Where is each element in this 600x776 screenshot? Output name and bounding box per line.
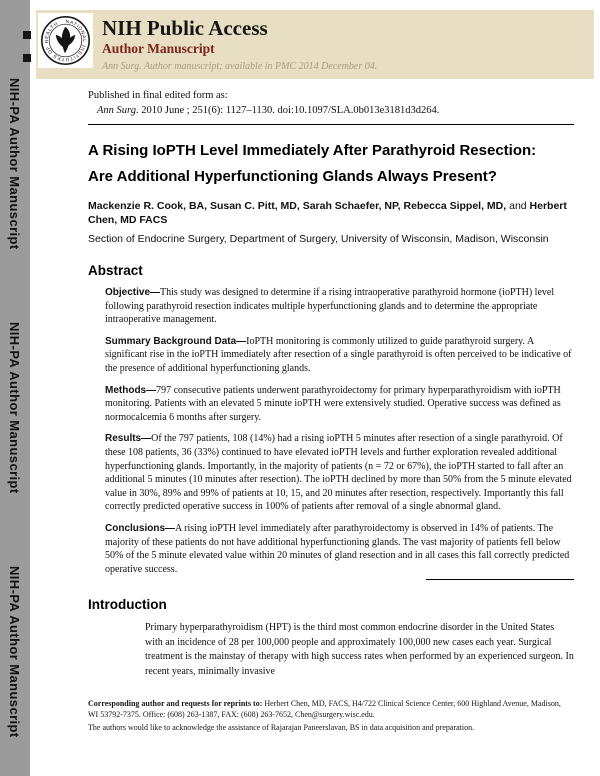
- introduction-paragraph: Primary hyperparathyroidism (HPT) is the third most common endocrine disorder in the United States with an incidence of 28 per 100,000 people and approximately 100,000 new cases each year. Surgical treatment is the mainstay of therapy with high success rates when performed by an experienced surgeon. In recent years, minimally invasive: [145, 622, 574, 677]
- abstract-summary-label: Summary Background Data—: [105, 335, 247, 347]
- watermark-text: NIH-PA Author Manuscript: [7, 78, 22, 250]
- article-title: [88, 138, 574, 190]
- journal-name: Ann Surg: [97, 105, 136, 116]
- banner-citation: Ann Surg. Author manuscript; available in PMC 2014 December 04.: [102, 61, 378, 72]
- article-title-line1: A Rising IoPTH Level Immediately After Parathyroid Resection:: [88, 142, 537, 159]
- watermark-text: NIH-PA Author Manuscript: [7, 322, 22, 494]
- citation-details: . 2010 June ; 251(6): 1127–1130. doi:10.1097/SLA.0b013e3181d3d264.: [136, 105, 440, 116]
- nih-seal-ring-text: NATIONAL INSTITUTES OF HEALTH: [43, 18, 88, 63]
- banner-subtitle: Author Manuscript: [102, 41, 215, 56]
- page-content: [36, 10, 594, 734]
- nih-banner: [36, 10, 594, 79]
- abstract-objective-label: Objective—: [105, 287, 161, 298]
- published-label: Published in final edited form as:: [88, 90, 228, 101]
- abstract-results: Results—Of the 797 patients, 108 (14%) had a rising ioPTH 5 minutes after resection of a single parathyroid. Of these 108 patients, 36 (33%) continued to have elevated ioPTH levels and further exploration revealed additional hyperfunctioning glands. Importantly, in the majority of patients (n = 72 or 67%), the ioPTH started to fall after an additional 5 minutes (10 minutes after resection). The ioPTH declined by more than 50% from the 5 minute elevated value in 30%, 89% and 99% of patients at 10, 15, and 20 minutes after resection, respectively. Importantly this fall correctly predicted operative success in 100% of patients after removal of a single abnormal gland.: [105, 433, 572, 513]
- banner-title: NIH Public Access: [102, 16, 268, 40]
- nih-seal-icon: [40, 15, 91, 66]
- abstract-methods-label: Methods—: [105, 384, 157, 396]
- abstract-summary-background: Summary Background Data—IoPTH monitoring is commonly utilized to guide parathyroid surgery. A significant rise in the ioPTH immediately after resection of a single parathyroid is often perceived to be indicative of the presence of additional hyperfunctioning glands.: [105, 335, 572, 374]
- abstract-conclusions-label: Conclusions—: [105, 522, 176, 534]
- abstract-conclusions: Conclusions—A rising ioPTH level immediately after parathyroidectomy is observed in 14% of patients. The majority of these patients do not have additional hyperfunctioning glands. The vast majority of patients fell below 50% of the 5 minute elevated value within 20 minutes of gland resection and in all cases this fall correctly predicted operative success.: [105, 522, 570, 575]
- corresponding-author-note: Corresponding author and requests for reprints to: Herbert Chen, MD, FACS, H4/722 Clinical Science Center, 600 Highland Avenue, Madison, WI 53792-7375. Office: (608) 263-1387, FAX: (608) 263-7652, Chen@surgery.wisc.edu.: [88, 699, 561, 719]
- watermark-sidebar: [0, 0, 30, 776]
- acknowledgement-note: The authors would like to acknowledge the assistance of Rajarajan Paneerslavan, BS in data acquisition and preparation.: [88, 723, 475, 733]
- page-footnotes: [88, 699, 572, 734]
- introduction-heading: Introduction: [88, 597, 167, 613]
- abstract-methods: Methods—797 consecutive patients underwent parathyroidectomy for primary hyperparathyroidism with ioPTH monitoring. Patients with an elevated 5 minute ioPTH were extensively studied. Operative success was defined as normocalcemia 6 months after surgery.: [105, 384, 561, 423]
- nih-logo-box: [38, 13, 93, 68]
- watermark-text: NIH-PA Author Manuscript: [7, 566, 22, 738]
- article-title-line2: Are Additional Hyperfunctioning Glands Always Present?: [88, 168, 497, 185]
- registration-mark: [23, 31, 31, 39]
- corresponding-author-label: Corresponding author and requests for reprints to:: [88, 699, 263, 709]
- affiliation-line: Section of Endocrine Surgery, Department of Surgery, University of Wisconsin, Madison, Wisconsin: [88, 233, 549, 245]
- authors-and: and: [506, 200, 530, 212]
- abstract-objective: Objective—This study was designed to determine if a rising intraoperative parathyroid hormone (ioPTH) level following parathyroid resection indicates multiple hyperfunctioning glands and to determine the appropriate intraoperative management.: [105, 287, 555, 326]
- citation-line: [88, 104, 574, 117]
- registration-mark: [23, 54, 31, 62]
- header-divider-rule: [88, 124, 574, 125]
- published-block: [88, 89, 574, 117]
- footnote-separator-rule: [426, 579, 574, 580]
- authors-line: Mackenzie R. Cook, BA, Susan C. Pitt, MD, Sarah Schaefer, NP, Rebecca Sippel, MD, and Herbert Chen, MD FACS: [88, 200, 567, 226]
- abstract-results-label: Results—: [105, 433, 152, 445]
- abstract-heading: Abstract: [88, 263, 143, 278]
